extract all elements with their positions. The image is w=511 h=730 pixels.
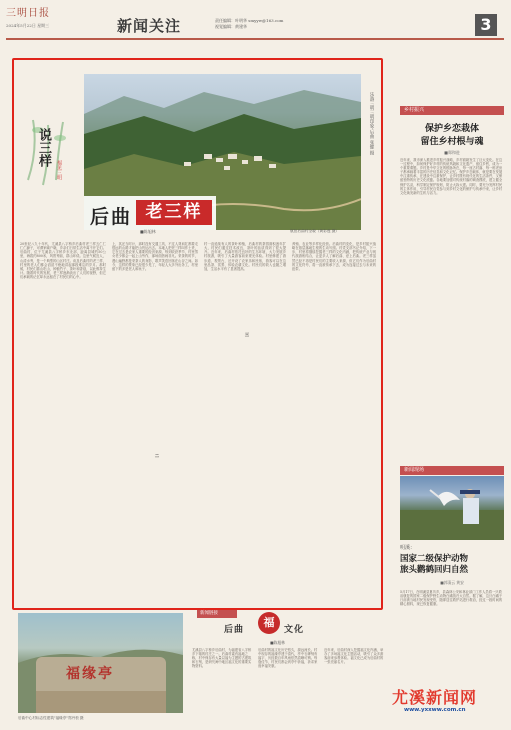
- lead-column-3: [204, 242, 286, 604]
- right-story-author: ■郑和进: [444, 150, 460, 155]
- watermark-text: [392, 685, 477, 708]
- bird-release-photo: [400, 476, 504, 540]
- right-story2-author: ■郭清云 黄安: [440, 580, 464, 585]
- logo-text: 说三样: [36, 128, 51, 167]
- section-title: 新闻关注: [117, 17, 182, 35]
- bottom-byline: ■陈旭林: [270, 640, 285, 645]
- lead-column-2-text: 上，其还当时计，那时没有交通工具，不过人背肩扛都要走很远的山路才能把山货运出去。本地人把老三样叫作土货，它在过去是农家人重要的经济来源，每到收获季节，村里男女老少都会一起上山劳作，那场面热闹非凡。采茶的时节，漫山遍野都是采茶人的身影，歌声笑语回荡在山谷之间。如今，这样的景象已经很少见了，年轻人大多外出务工，村里留下的多是老人和孩子。: [112, 242, 198, 271]
- newspaper-masthead: 三明日报: [6, 8, 50, 19]
- page-number: 3: [475, 14, 497, 36]
- news-scene-banner: 新闻现场: [400, 466, 504, 475]
- editor-label: 责任编辑：叶明华 smyyw@163.com: [215, 18, 284, 23]
- bottom-column-1: 尤溪县八字桥乡后曲村，为福建省八字桥乡下辖的村庄之一。后曲村素有福地之称，村中保存有大量以福为主题的古建筑和石刻，是研究闽中地区福文化的重要实物资料。: [192, 648, 252, 669]
- lead-column-4-text: 养殖、农业等多样化经营。后曲村的变化，是乡村振兴战略在基层落地生根的生动写照。村党支部书记介绍，下一步，村里将继续挖掘老三样的文化内涵，把传统产业与现代旅游相结合，让更多人了解后曲、爱上后曲。老三样虽然已经不再是村民们的主要收入来源，但它们作为后曲村的文化符号，将一直被传承下去，成为连接过去与未来的纽带。: [292, 242, 376, 271]
- right-story2-kicker: 明溪：: [400, 545, 416, 551]
- logo-subtitle: 福见三明: [56, 160, 62, 180]
- right-story-title: 保护乡恋栽体 留住乡村根与魂: [420, 124, 484, 147]
- bird-release-image: [400, 476, 504, 540]
- right-section-banner: 乡村振兴: [400, 106, 504, 115]
- editor-credits: [215, 18, 283, 30]
- right-story2-title: 国家二级保护动物 旅头鹳鹤回归自然: [400, 554, 469, 575]
- news-link-banner: 新闻链接: [197, 610, 237, 618]
- photo-caption-side: 乐游三明三明印象·后曲 张健 摄: [369, 92, 374, 155]
- watermark-text-label: 尤溪新闻网: [392, 688, 478, 707]
- fuyuan-pavilion-photo: [18, 613, 183, 713]
- headline-part2-badge: 老三样: [136, 200, 212, 225]
- bottom-title-right: 文化: [284, 625, 305, 635]
- lead-column-3-text: 村一直延续有人的茶叶种植，后曲村的茶园面积逐年扩大，村民们通过技术改良，茶叶的品质得到了很大提升。近年来，后曲村依托良好的生态环境，大力发展乡村旅游，吸引了大量游客前来观光体验。村里修建了游步道、观景台，还开设了农家乐和民宿，游客可以在这里品茶、赏景、体验农耕文化。村民们的收入也随之增加，生活水平有了显著提高。: [204, 242, 286, 271]
- lead-column-1-text: 20世纪八九十年代，尤溪县八字桥乡后曲村老三样五仁仁仁仁蹄子，可谓家喻户晓，乡亲们日常生活中离不开它们。后曲村，位于尤溪县八字桥乡东北部，距离县城约50公里，海拔约800米，风景秀丽，群山环绕。这里气候宜人，山清水秀，是一个典型的山区村庄。谈及后曲村的老三样，村里的老人们都会滔滔不绝地讲起那段难忘的岁月。那时候，村民们靠山吃山，种植竹子、茶叶和香菇，以此维持生计。随着时代的发展，老三样逐渐淡出了人们的视野，但它们承载的记忆却永远留在了村民们的心中。: [20, 242, 106, 280]
- bottom-title-left: 后曲: [224, 625, 245, 635]
- right-story-body: 近年来，我市深入推进乡村振兴战略，乡村面貌发生了巨大变化。在这一过程中，如何保护好乡村的传统风貌和文化遗产，留住乡愁，成为一个重要课题。乡村是中华文化的根脉所在，每一座古村落、每一栋老房子都承载着丰富的历史信息和文化记忆。保护乡恋载体，就是要在发展中注重传承，在建设中注重保护，让乡村既有现代化的生活条件，又保留独特的历史文化底蕴。各地要加强对传统村落的调查摸底，建立健全保护名录，科学制定保护规划，防止大拆大建。同时，要充分发挥村民的主体作用，引导村民自觉参与到乡村文化的保护与传承中来，让乡村文化焕发新的生机与活力。: [400, 158, 503, 195]
- photo-caption-bottom: 航拍后曲村全貌（黄彩莲 摄）: [290, 229, 340, 233]
- proof-label: 视觉编辑：黄建华: [215, 24, 247, 29]
- lead-column-2: [112, 242, 198, 604]
- bottom-photo-caption: 后曲中心村标志性建筑"福缘亭"郑丹松 摄: [18, 716, 84, 720]
- lead-subheading-3: 三: [244, 332, 250, 337]
- site-watermark: [392, 685, 508, 715]
- lead-byline: ■陈旭林: [140, 229, 156, 234]
- fu-character-badge: 福: [258, 612, 280, 634]
- lead-subheading-2: 二: [154, 453, 160, 458]
- lead-column-1: [20, 242, 106, 604]
- issue-date: 2024年5月22日 星期三: [6, 23, 50, 28]
- pavilion-sign-text: 福缘亭: [66, 666, 114, 682]
- lead-column-4: [292, 242, 376, 604]
- bottom-column-3: 近年来，后曲村深入挖掘福文化内涵，举办了多场福文化主题活动，吸引了众多游客前来参观体验。福文化已成为后曲村的一张亮丽名片。: [324, 648, 384, 665]
- right-story2-body: 5月17日，在明溪县夏坊乡，县森林公安和林业部门工作人员将一只救治康复的国家二级保护野生动物白鹇放归大自然。据了解，这只白鹇于日前被当地村民发现受伤，随即送往救护站进行救治，经过一段时间的精心照料，现已恢复健康。: [400, 590, 503, 607]
- bottom-column-2: 后曲村的福文化历史悠久，源远流长。村中现存的福缘亭建于清代，亭中石碑刻有福字，历经数百年风雨依然清晰可辨。每逢佳节，村民们都会到亭中祈福，祈求家庭幸福安康。: [258, 648, 318, 669]
- headline-part1: 后曲: [90, 206, 133, 228]
- header-divider: [6, 38, 504, 40]
- watermark-url: www.yxxww.com.cn: [404, 707, 466, 713]
